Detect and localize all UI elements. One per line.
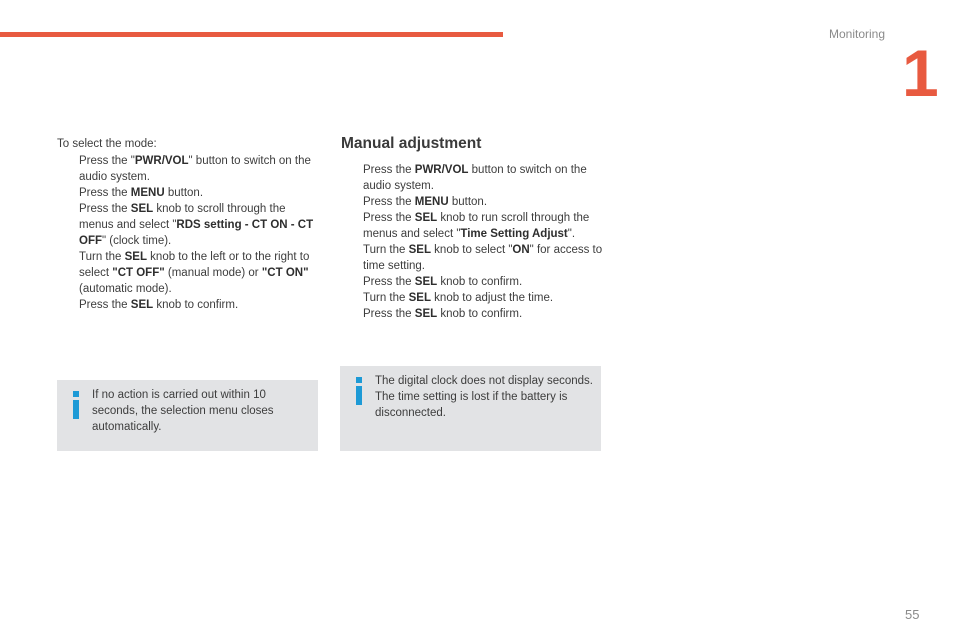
list-item: Press the SEL knob to confirm.	[363, 276, 523, 288]
info-box-clock	[340, 366, 601, 451]
section-label: Monitoring	[828, 27, 885, 41]
list-item: Press the "PWR/VOL" button to switch on the audio system.	[79, 155, 311, 183]
list-item: Press the MENU button.	[79, 187, 204, 199]
list-item: Press the SEL knob to run scroll through the menus and select "Time Setting Adjust".	[363, 212, 590, 240]
manual-steps-list	[341, 162, 603, 322]
chapter-number: 1	[902, 36, 939, 110]
page-number: 55	[905, 607, 920, 622]
list-item: Press the MENU button.	[363, 196, 488, 208]
info-text-line: The time setting is lost if the battery is disconnected.	[375, 391, 568, 419]
list-item: Turn the SEL knob to select "ON" for access to time setting.	[363, 244, 603, 272]
info-icon	[353, 377, 365, 407]
info-text	[375, 373, 595, 421]
mode-selection-column	[57, 136, 319, 313]
list-item: Turn the SEL knob to adjust the time.	[363, 292, 554, 304]
info-text-line: The digital clock does not display seconds.	[375, 375, 593, 387]
info-text: If no action is carried out within 10 seconds, the selection menu closes automatically.	[92, 389, 274, 433]
manual-adjustment-column	[341, 162, 603, 322]
top-accent-bar	[0, 32, 503, 37]
list-item: Press the SEL knob to scroll through the menus and select "RDS setting - CT ON - CT OFF" (clock time).	[79, 203, 314, 247]
info-box-timeout	[57, 380, 318, 451]
list-item: Press the SEL knob to confirm.	[79, 299, 239, 311]
list-item: Turn the SEL knob to the left or to the right to select "CT OFF" (manual mode) or "CT ON" (automatic mode).	[79, 251, 310, 295]
info-icon	[70, 391, 82, 421]
list-item: Press the SEL knob to confirm.	[363, 308, 523, 320]
intro-text: To select the mode:	[57, 138, 157, 150]
mode-steps-list	[57, 153, 319, 313]
manual-adjustment-heading: Manual adjustment	[341, 135, 482, 152]
list-item: Press the PWR/VOL button to switch on the audio system.	[363, 164, 587, 192]
